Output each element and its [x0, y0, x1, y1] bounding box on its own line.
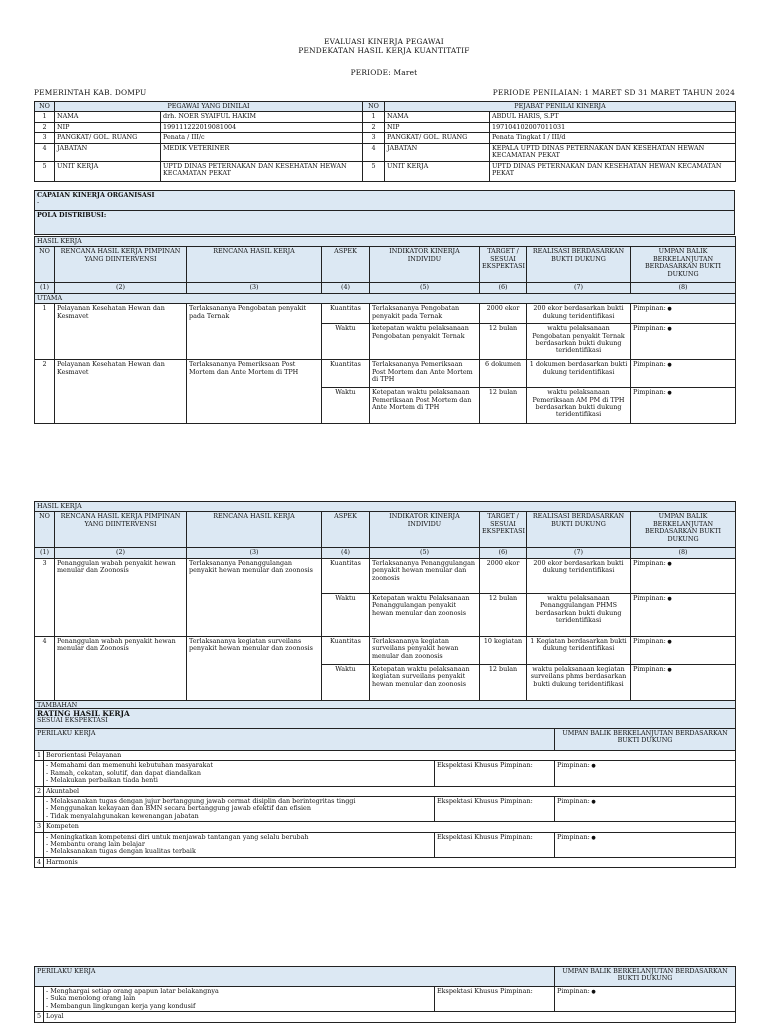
- ekspektasi-label: Ekspektasi Khusus Pimpinan:: [435, 797, 555, 822]
- pimpinan-label: Pimpinan: ●: [557, 761, 596, 769]
- row-no: 3: [35, 133, 55, 143]
- th-indikator: INDIKATOR KINERJA INDIVIDU: [370, 247, 480, 283]
- pimpinan-label: Pimpinan: ●: [557, 987, 596, 995]
- indikator-cell: Ketepatan waktu pelaksanaan kegiatan surveilans penyakit hewan menular dan zoonosis: [370, 664, 480, 700]
- row-no: 2: [363, 122, 385, 132]
- th-realisasi: REALISASI BERDASARKAN BUKTI DUKUNG: [527, 247, 631, 283]
- aspek-cell: Kuantitas: [322, 360, 370, 388]
- target-cell: 12 bulan: [480, 593, 527, 636]
- intervensi-cell: Penanggulan wabah penyakit hewan menular dan Zoonosis: [55, 558, 187, 636]
- field-value: 197104102007011031: [490, 122, 736, 132]
- perilaku-table: [34, 708, 736, 868]
- target-cell: 12 bulan: [480, 388, 527, 424]
- indikator-cell: Ketepatan waktu Pelaksanaan Penanggulangan penyakit hewan menular dan zoonosis: [370, 593, 480, 636]
- field-value: Penata / III/c: [161, 133, 363, 143]
- pemerintah: PEMERINTAH KAB. DOMPU: [34, 88, 147, 97]
- item-no: 5: [35, 1012, 44, 1022]
- col-number: (2): [55, 548, 187, 558]
- col-no: NO: [35, 102, 55, 112]
- field-label: PANGKAT/ GOL. RUANG: [55, 133, 161, 143]
- capaian-value: -: [37, 198, 40, 207]
- rencana-cell: Terlaksananya kegiatan surveilans penyakit hewan menular dan zoonosis: [187, 636, 322, 700]
- aspek-cell: Kuantitas: [322, 636, 370, 664]
- aspek-cell: Kuantitas: [322, 304, 370, 324]
- umpan-balik-header: UMPAN BALIK BERKELANJUTAN BERDASARKAN BUKTI DUKUNG: [555, 729, 736, 751]
- field-label: NAMA: [55, 112, 161, 122]
- umpan-balik-header: UMPAN BALIK BERKELANJUTAN BERDASARKAN BUKTI DUKUNG: [555, 967, 736, 987]
- field-label: NIP: [385, 122, 490, 132]
- item-point: - Menggunakan kekayaan dan BMN secara bertanggung jawab efektif dan efisien: [46, 804, 311, 813]
- th-aspek: ASPEK: [322, 512, 370, 548]
- field-value: KEPALA UPTD DINAS PETERNAKAN DAN KESEHATAN HEWAN KECAMATAN PEKAT: [490, 143, 736, 161]
- field-label: PANGKAT/ GOL. RUANG: [385, 133, 490, 143]
- col-number: (1): [35, 548, 55, 558]
- col-number: (4): [322, 283, 370, 293]
- row-no: 4: [35, 636, 55, 700]
- item-title: Akuntabel: [44, 786, 736, 796]
- realisasi-cell: waktu pelaksanaan kegiatan surveilans phms berdasarkan bukti dukung teridentifikasi: [527, 664, 631, 700]
- col-number: (4): [322, 548, 370, 558]
- row-no: 1: [35, 112, 55, 122]
- col-number: (6): [480, 548, 527, 558]
- th-no: NO: [35, 247, 55, 283]
- item-point: - Meningkatkan kompetensi diri untuk menjawab tantangan yang selalu berubah: [46, 832, 309, 841]
- field-value: UPTD DINAS PETERNAKAN DAN KESEHATAN HEWAN KECAMATAN PEKAT: [161, 161, 363, 181]
- periode: PERIODE: Maret: [350, 68, 418, 77]
- row-no: 3: [35, 558, 55, 636]
- realisasi-cell: 1 Kegiatan berdasarkan bukti dukung teridentifikasi: [527, 636, 631, 664]
- field-value: UPTD DINAS PETERNAKAN DAN KESEHATAN HEWAN KECAMATAN PEKAT: [490, 161, 736, 181]
- target-cell: 10 kegiatan: [480, 636, 527, 664]
- col-number: (7): [527, 283, 631, 293]
- pejabat-header: PEJABAT PENILAI KINERJA: [385, 102, 736, 112]
- th-umpan-balik: UMPAN BALIK BERKELANJUTAN BERDASARKAN BUKTI DUKUNG: [631, 247, 736, 283]
- hasil-kerja-label: HASIL KERJA: [35, 502, 736, 512]
- col-number: (5): [370, 548, 480, 558]
- col-no: NO: [363, 102, 385, 112]
- col-number: (1): [35, 283, 55, 293]
- intervensi-cell: Pelayanan Kesehatan Hewan dan Kesmavet: [55, 304, 187, 360]
- realisasi-cell: waktu pelaksanaan Pengobatan penyakit Ternak berdasarkan bukti dukung teridentifikasi: [527, 324, 631, 360]
- ekspektasi-label: Ekspektasi Khusus Pimpinan:: [435, 987, 555, 1012]
- rencana-cell: Terlaksananya Penanggulangan penyakit hewan menular dan zoonosis: [187, 558, 322, 636]
- capaian-title: CAPAIAN KINERJA ORGANISASI: [37, 191, 155, 199]
- field-label: JABATAN: [385, 143, 490, 161]
- item-point: - Membangun lingkungan kerja yang kondusif: [46, 1001, 196, 1010]
- tambahan-label: TAMBAHAN: [35, 700, 736, 710]
- col-number: (3): [187, 283, 322, 293]
- row-no: 4: [363, 143, 385, 161]
- rencana-cell: Terlaksananya Pengobatan penyakit pada Ternak: [187, 304, 322, 360]
- item-point: - Menghargai setiap orang apapun latar belakangnya: [46, 987, 219, 995]
- doc-subtitle: PENDEKATAN HASIL KERJA KUANTITATIF: [298, 46, 470, 55]
- row-no: 2: [35, 360, 55, 424]
- col-number: (2): [55, 283, 187, 293]
- indikator-cell: Terlaksananya Pengobatan penyakit pada Ternak: [370, 304, 480, 324]
- aspek-cell: Waktu: [322, 388, 370, 424]
- item-point: - Ramah, cekatan, solutif, dan dapat diandalkan: [46, 768, 201, 777]
- th-indikator: INDIKATOR KINERJA INDIVIDU: [370, 512, 480, 548]
- item-title: Kompeten: [44, 822, 736, 832]
- field-label: UNIT KERJA: [55, 161, 161, 181]
- pimpinan-label: Pimpinan: ●: [633, 637, 672, 645]
- realisasi-cell: 200 ekor berdasarkan bukti dukung teridentifikasi: [527, 558, 631, 593]
- hasil-kerja-table-1: [34, 236, 736, 424]
- field-value: MEDIK VETERINER: [161, 143, 363, 161]
- row-no: 5: [35, 161, 55, 181]
- field-label: JABATAN: [55, 143, 161, 161]
- item-no: 3: [35, 822, 44, 832]
- pimpinan-label: Pimpinan: ●: [557, 797, 596, 805]
- th-umpan-balik: UMPAN BALIK BERKELANJUTAN BERDASARKAN BUKTI DUKUNG: [631, 512, 736, 548]
- th-intervensi: RENCANA HASIL KERJA PIMPINAN YANG DIINTERVENSI: [55, 247, 187, 283]
- item-point: - Melaksanakan tugas dengan jujur bertanggung jawab cermat disiplin dan berintegritas tinggi: [46, 797, 356, 806]
- target-cell: 6 dokumen: [480, 360, 527, 388]
- hasil-kerja-table-2: [34, 501, 736, 711]
- perilaku-header: PERILAKU KERJA: [35, 729, 555, 751]
- row-no: 5: [363, 161, 385, 181]
- identity-table: [34, 101, 736, 182]
- indikator-cell: Ketepatan waktu pelaksanaan Pemeriksaan Post Mortem dan Ante Mortem di TPH: [370, 388, 480, 424]
- row-no: 3: [363, 133, 385, 143]
- field-value: drh. NOER SYAIFUL HAKIM: [161, 112, 363, 122]
- doc-title: EVALUASI KINERJA PEGAWAI: [324, 37, 444, 46]
- pimpinan-label: Pimpinan: ●: [633, 665, 672, 673]
- field-label: NIP: [55, 122, 161, 132]
- pimpinan-label: Pimpinan: ●: [633, 304, 672, 312]
- th-rencana: RENCANA HASIL KERJA: [187, 512, 322, 548]
- item-no: 1: [35, 751, 44, 761]
- aspek-cell: Kuantitas: [322, 558, 370, 593]
- realisasi-cell: waktu pelaksanaan Penanggulangan PHMS berdasarkan bukti dukung teridentifikasi: [527, 593, 631, 636]
- col-number: (6): [480, 283, 527, 293]
- th-no: NO: [35, 512, 55, 548]
- intervensi-cell: Pelayanan Kesehatan Hewan dan Kesmavet: [55, 360, 187, 424]
- pola-distribusi: POLA DISTRIBUSI:: [37, 211, 107, 219]
- col-number: (3): [187, 548, 322, 558]
- target-cell: 12 bulan: [480, 324, 527, 360]
- rating-value: SESUAI EKSPEKTASI: [37, 716, 108, 725]
- ekspektasi-label: Ekspektasi Khusus Pimpinan:: [435, 832, 555, 857]
- th-intervensi: RENCANA HASIL KERJA PIMPINAN YANG DIINTERVENSI: [55, 512, 187, 548]
- rating-title: RATING HASIL KERJA: [37, 709, 130, 718]
- th-realisasi: REALISASI BERDASARKAN BUKTI DUKUNG: [527, 512, 631, 548]
- capaian-table: [34, 190, 735, 235]
- indikator-cell: Terlaksananya Pemeriksaan Post Mortem dan Ante Mortem di TPH: [370, 360, 480, 388]
- pegawai-header: PEGAWAI YANG DINILAI: [55, 102, 363, 112]
- field-value: Penata Tingkat I / III/d: [490, 133, 736, 143]
- item-point: - Suka menolong orang lain: [46, 994, 136, 1003]
- pimpinan-label: Pimpinan: ●: [557, 833, 596, 841]
- hasil-kerja-label: HASIL KERJA: [35, 237, 736, 247]
- item-title: Harmonis: [44, 857, 736, 867]
- th-target: TARGET / SESUAI EKSPEKTASI: [480, 512, 527, 548]
- perilaku-header: PERILAKU KERJA: [35, 967, 555, 987]
- col-number: (5): [370, 283, 480, 293]
- pimpinan-label: Pimpinan: ●: [633, 559, 672, 567]
- item-no: 4: [35, 857, 44, 867]
- perilaku-table-continued: [34, 966, 736, 1023]
- col-number: (7): [527, 548, 631, 558]
- item-title: Berorientasi Pelayanan: [44, 751, 736, 761]
- row-no: 2: [35, 122, 55, 132]
- th-target: TARGET / SESUAI EKSPEKTASI: [480, 247, 527, 283]
- field-value: ABDUL HARIS, S.PT: [490, 112, 736, 122]
- field-label: NAMA: [385, 112, 490, 122]
- realisasi-cell: 1 dokumen berdasarkan bukti dukung teridentifikasi: [527, 360, 631, 388]
- col-number: (8): [631, 548, 736, 558]
- indikator-cell: Terlaksananya Penanggulangan penyakit hewan menular dan zoonosis: [370, 558, 480, 593]
- pimpinan-label: Pimpinan: ●: [633, 388, 672, 396]
- realisasi-cell: 200 ekor berdasarkan bukti dukung teridentifikasi: [527, 304, 631, 324]
- periode-penilaian: PERIODE PENILAIAN: 1 MARET SD 31 MARET TAHUN 2024: [492, 88, 735, 97]
- item-point: - Melakukan perbaikan tiada henti: [46, 776, 158, 785]
- pimpinan-label: Pimpinan: ●: [633, 360, 672, 368]
- realisasi-cell: waktu pelaksanaan Pemeriksaan AM PM di TPH berdasarkan bukti dukung teridentifikasi: [527, 388, 631, 424]
- item-point: - Membantu orang lain belajar: [46, 840, 145, 849]
- target-cell: 2000 ekor: [480, 558, 527, 593]
- aspek-cell: Waktu: [322, 664, 370, 700]
- pimpinan-label: Pimpinan: ●: [633, 324, 672, 332]
- item-title: Loyal: [44, 1012, 736, 1022]
- item-point: - Tidak menyalahgunakan kewenangan jabatan: [46, 811, 199, 820]
- rencana-cell: Terlaksananya Pemeriksaan Post Mortem dan Ante Mortem di TPH: [187, 360, 322, 424]
- indikator-cell: ketepatan waktu pelaksanaan Pengobatan penyakit Ternak: [370, 324, 480, 360]
- ekspektasi-label: Ekspektasi Khusus Pimpinan:: [435, 761, 555, 786]
- row-no: 1: [35, 304, 55, 360]
- field-label: UNIT KERJA: [385, 161, 490, 181]
- aspek-cell: Waktu: [322, 593, 370, 636]
- intervensi-cell: Penanggulan wabah penyakit hewan menular dan Zoonosis: [55, 636, 187, 700]
- th-aspek: ASPEK: [322, 247, 370, 283]
- row-no: 1: [363, 112, 385, 122]
- item-point: - Melaksanakan tugas dengan kualitas terbaik: [46, 847, 196, 856]
- indikator-cell: Terlaksananya kegiatan surveilans penyakit hewan menular dan zoonosis: [370, 636, 480, 664]
- field-value: 199111222019081004: [161, 122, 363, 132]
- row-no: 4: [35, 143, 55, 161]
- col-number: (8): [631, 283, 736, 293]
- target-cell: 2000 ekor: [480, 304, 527, 324]
- th-rencana: RENCANA HASIL KERJA: [187, 247, 322, 283]
- item-no: 2: [35, 786, 44, 796]
- pimpinan-label: Pimpinan: ●: [633, 594, 672, 602]
- aspek-cell: Waktu: [322, 324, 370, 360]
- item-point: - Memahami dan memenuhi kebutuhan masyarakat: [46, 761, 213, 770]
- utama-label: UTAMA: [35, 293, 736, 303]
- target-cell: 12 bulan: [480, 664, 527, 700]
